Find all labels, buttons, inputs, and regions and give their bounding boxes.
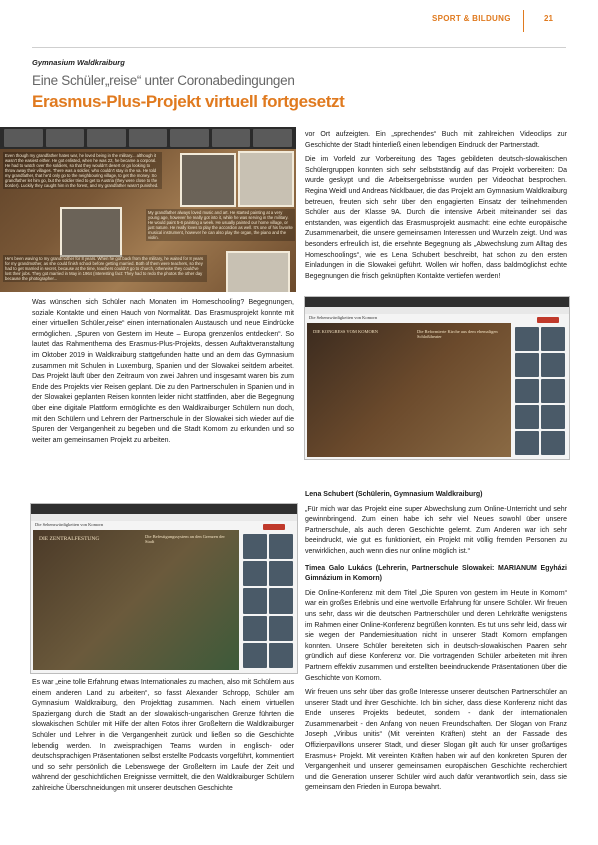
collage-caption-3: He's been waving to my grandmother for 8 years. When he got back from the military, he waited for 8 years for my grandmother, as she could finish school before getting married. Both of them were teachers, so they had to get married in secret, because at the time, teachers couldn't go to church, otherwise they could've lost their jobs. They got married in May in 1964 (Interesting fact: They had to redo the photos the other day because the photographer... [3, 255, 207, 282]
section-label: SPORT & BILDUNG [432, 14, 511, 23]
paragraph: Die im Vorfeld zur Vorbereitung des Tages gebildeten deutsch-slowakischen Schülergruppen konnten sich sehr selbstständig auf das Projekt vorbereiten: Da wurde geskypt und die Arbeitsergebnisse wurden per Videochat besprochen. Regina Weidl und Andreas Nicklbauer, die das Projekt am Gymnasium Waldkraiburg betreuen, freuten sich sehr über den engagierten Einsatz der teilnehmenden Schüler aus der Klasse 9A. Durch die intensive Arbeit miteinander sei das entstanden, was eigentlich das Erasmusprojekt ausmacht: eine echte europäische Zusammenarbeit, die unsere gemeinsamen Interessen und Wurzeln zeigt. Und was besonders erfreulich ist, die ersehnte Begegnung als „Abwechslung zum Alltag des Homeschoolings“, wie es Lena Schubert beschreibt, hat schon zu den ersten Einladungen in die Slowakei geführt. Wollen wir hoffen, dass baldmöglichst echte Begegnungen die frisch geknüpften Kontakte vertiefen werden! [305, 156, 567, 280]
quote-heading: Lena Schubert (Schülerin, Gymnasium Waldkraiburg) [305, 491, 483, 498]
paragraph: Was wünschen sich Schüler nach Monaten im Homeschooling? Begegnungen, soziale Kontakte und einen Hauch von Normalität. Das Erasmusprojekt konnte mit einer virtuellen Schüler„reise“ einen internationalen Austausch und neue Eindrücke ermöglichen. „Spuren von Gestern im Heute – Europa grenzenlos entdecken“. So lautet das Rahmenthema des Erasmus-Plus-Projekts, dessen Auftaktveranstaltung im Oktober 2019 in Waldkraiburg stattgefunden hatte und an dem das Gymnasium zusammen mit Schulen in Luxemburg, Spanien und der Slowakei seitdem arbeitet. Das Projekt läuft über den Zeitraum von zwei Jahren und insgesamt waren bis zum Ende des Projekts vier Reisen geplant. Die zu den Partnerschulen in Spanien und in der Slowakei geplanten Reisen konnten leider nicht stattfinden, aber die Begegnung über eine digitale Plattform ermöglichte es den Waldkraiburger Schülern nun doch, mit den Schülern und Lehrern der Partnerschule in der Slowakei sich wieder auf die Spuren der Vergangenheit zu begeben und die Stadt Komorn zu erkunden und so weiter am gemeinsamen Projekt zu arbeiten. [32, 299, 294, 444]
kongress-screenshot [304, 296, 570, 460]
deck-title: Die Sehenswürdigkeiten von Komorn [35, 522, 104, 527]
deck-title: Die Sehenswürdigkeiten von Komorn [309, 315, 378, 320]
video-call-strip [31, 504, 297, 514]
portrait-photo [238, 151, 294, 207]
page-number: 21 [544, 14, 553, 23]
slide-area [33, 530, 239, 670]
paragraph: Die Online-Konferenz mit dem Titel „Die Spuren von gestern im Heute in Komorn“ war ein großes Erlebnis und eine wertvolle Erfahrung für unsere Schüler. Wir freuen uns sehr, dass wir die deutschen Partnerschüler und deren Lehrkräfte wenigstens im Rahmen einer Online-Konferenz begrüßen konnten. Es tut uns sehr leid, dass wir sie wegen der Pandemiesituation nicht in unserer Stadt Komorn empfangen konnten. Unsere Schüler bereiteten sich in deutsch-slowakischen Paaren sehr gründlich auf diese Konferenz vor. Die vortragenden Schüler arbeiteten mit ihren Partnern effektiv zusammen und erstellten beeindruckende Präsentationen über die Geschichte von Komorn. [305, 589, 567, 682]
zentralfestung-screenshot [30, 503, 298, 674]
painting-photo [60, 207, 122, 257]
article-title: Erasmus-Plus-Projekt virtuell fortgesetzt [32, 92, 345, 111]
back-button[interactable] [537, 317, 559, 323]
grandfather-collage-image [0, 127, 296, 292]
collage-caption-2: My grandfather always loved music and art. He started painting at a very young age, however he really got into it, while he was serving in the military. He would paint 5-6 painting a week. He usually painted our home village, or just nature. He really loves to play the accordion as well. It's one of his favorite musical instrument, however he can also play the organ, the piano and the violin. [146, 209, 295, 241]
collage-caption-1: Even though my grandfather hates war, he loved being in the military... although it wasn't the easiest either. He got enlisted, when he was 22, he became a corporal. He had to watch over the soldiers, so that they wouldn't desert or go looking to throw away their villages. There was a soldier, who couldn't stay in the va. He told my grandfather, that he'd only go to the neighbouring village, to get the money. So grandfather let him go, but the soldier tried to get to Austria (they were close to the border). Luckily they caught him in the forest, and my grandfather wasn't punished. [3, 152, 162, 189]
left-column-body [32, 678, 294, 799]
browser-bar [31, 514, 297, 521]
participant-thumbnails [243, 534, 293, 668]
top-rule [32, 47, 566, 48]
left-column-intro [32, 298, 294, 450]
article-kicker: Gymnasium Waldkraiburg [32, 58, 125, 67]
paragraph: vor Ort aufzeigten. Ein „sprechendes“ Buch mit zahlreichen Videoclips zur Geschichte der Stadt hinterließ einen lebendigen Eindruck der Partnerstadt. [305, 131, 567, 149]
right-column-quotes [305, 490, 567, 798]
slide-area [307, 323, 511, 457]
paragraph: Es war „eine tolle Erfahrung etwas Internationales zu machen, also mit Schülern aus einem anderen Land zu arbeiten“, so fasst Alexander Schropp, Schüler am Gymnasium Waldkraiburg, den Projekttag zusammen. Nach einem virtuellen Spaziergang durch die Stadt an der slowakisch-ungarischen Grenze führten die slowakischen Schüler mit Hilfe der alten Fotos ihrer Großeltern die Waldkraiburger Schüler und Lehrer in die Vergangenheit zurück und ließen so die Geschichte lebendig werden. In zweisprachigen Teams wurden in englisch- oder deutschsprachigen Präsentationen selbst erstellte Podcasts vorgeführt, kommentiert und so sehr persönlich die Lebenswege der Großeltern im Laufe der Zeit und während der geschichtlichen Ereignisse vermittelt, die den Waldkraiburger Schülern zahlreiche Überschneidungen mit unserer deutschen Geschichte [32, 679, 294, 792]
slide-left-title: DIE KONGRESS VOM KOMORN [313, 329, 379, 334]
slide-right-title: Die Reformierte Kirche aus dem ehemaligen Schloßtheater [417, 329, 498, 339]
slide-left-title: DIE ZENTRALFESTUNG [39, 536, 100, 542]
browser-bar [305, 307, 569, 314]
video-call-strip [305, 297, 569, 307]
wedding-photo [226, 251, 290, 292]
right-column-body [305, 130, 567, 286]
paragraph: „Für mich war das Projekt eine super Abwechslung zum Online-Unterricht und sehr gewinnbringend. Zum einen habe ich sehr viel Neues sowohl über unsere Partnerschule, als auch deren Geschichte gelernt. Zum Anderen war ich sehr beeindruckt, wie gut es funktioniert, ein Projekt mit völlig fremden Personen zu verwirklichen, auch wenn dies nur online möglich ist.“ [305, 505, 567, 555]
soldier-photo [180, 153, 236, 207]
paragraph: Wir freuen uns sehr über das große Interesse unserer deutschen Partnerschüler an unserer Stadt und ihrer Geschichte. Ich bin sicher, dass diese Konferenz nicht das Ende unseres Projekts bedeutet, sondern - dank der internationalen Zusammenarbeit - den Anfang von neuen Freundschaften. Der Slogan von Franz Joseph „Viribus unitis“ (Mit vereinten Kräften) steht an der Fassade des Offizierpavillons unserer Stadt, und dieser Slogan gilt auch für unser großartiges Erasmus+ Projekt. Mit vereinten Kräften haben wir auf den konkreten Spuren der Vergangenheit und unserer gemeinsamen europäischen Geschichte recherchiert und die Generation unserer Schüler wird auch dafür verantwortlich sein, dass sie gemeinsam den Frieden in Europa bewahrt. [305, 689, 567, 792]
quote-heading: Timea Galo Lukács (Lehrerin, Partnerschule Slowakei: MARIANUM Egyházi Gimnázium in Komorn) [305, 564, 567, 583]
slide-right-title: Die Befestigungssystem an den Grenzen der Stadt [145, 534, 225, 544]
participant-thumbnails [515, 327, 565, 455]
article-subtitle: Eine Schüler„reise“ unter Coronabedingungen [32, 73, 295, 88]
header-divider [523, 10, 524, 32]
back-button[interactable] [263, 524, 285, 530]
video-call-strip [0, 127, 296, 149]
